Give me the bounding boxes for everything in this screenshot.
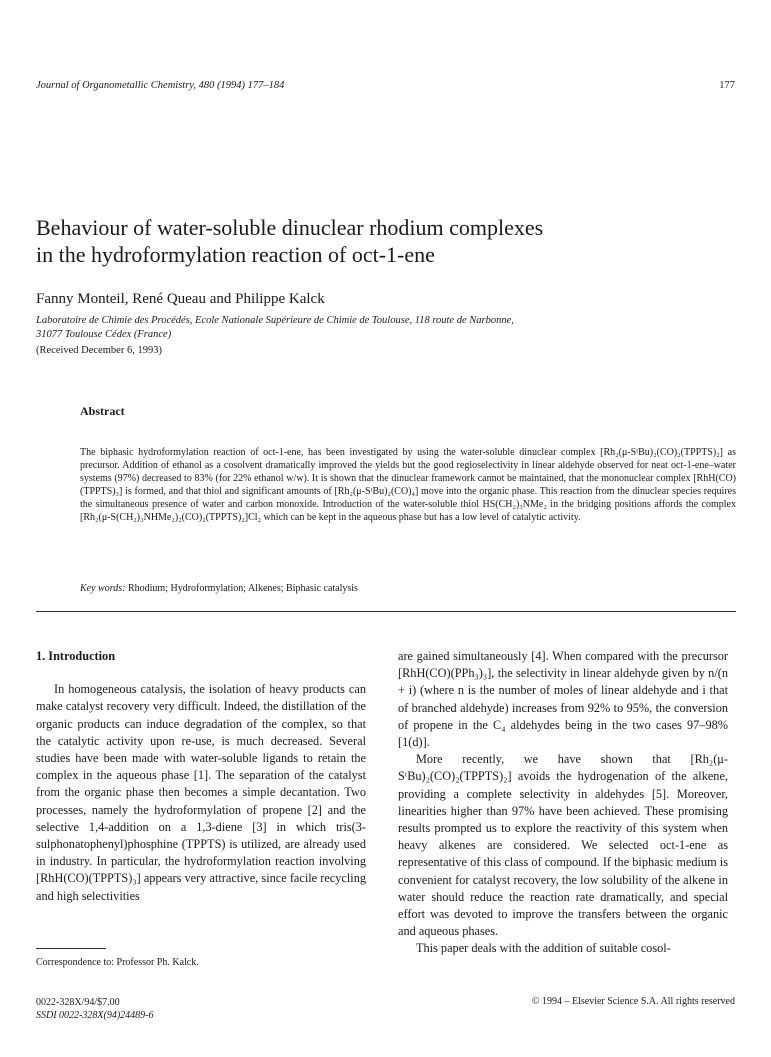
article-title: [36, 214, 736, 268]
affiliation: [36, 314, 736, 342]
intro-paragraph-3: More recently, we have shown that [Rh₂(μ-SᵗBu)₂(CO)₂(TPPTS)₂] avoids the hydrogenation of the alkene, providing a complete selectivity in aldehydes [5]. Moreover, linearities higher than 97% have been achieved. These promising results prompted us to explore the reactivity of this system when heavy alkenes are considered. We selected oct-1-ene as representative of this class of compound. If the biphasic medium is convenient for catalyst recovery, the low solubility of the alkene in water should reduce the reaction rate dramatically, and special effort was devoted to improve the transfers between the organic and aqueous phases.: [398, 752, 728, 939]
page-number: 177: [719, 80, 735, 91]
ssdi: SSDI 0022-328X(94)24489-6: [36, 1010, 154, 1021]
keywords-label: Key words:: [80, 583, 126, 594]
title-line-2: in the hydroformylation reaction of oct-1-ene: [36, 242, 435, 267]
intro-paragraph-1: In homogeneous catalysis, the isolation of heavy products can make catalyst recovery very difficult. Indeed, the distillation of the organic products can induce degradation of the complex, so that the catalytic activity upon re-use, is much decreased. Several studies have been made with water-soluble ligands to retain the complex in the aqueous phase [1]. The separation of the catalyst from the organic phase then becomes a simple decantation. Two processes, namely the hydroformylation of propene [2] and the selective 1,4-addition on a 1,3-diene [3] in which tris(3-sulphonatophenyl)phosphine (TPPTS) is utilized, are already used in industry. In particular, the hydroformylation reaction involving [RhH(CO)(TPPTS)₃] appears very attractive, since facile recycling and high selectivities: [36, 682, 366, 903]
issn-block: [36, 996, 153, 1022]
footnote-rule: [36, 948, 106, 949]
authors: Fanny Monteil, René Queau and Philippe Kalck: [36, 291, 325, 307]
keywords-list: Rhodium; Hydroformylation; Alkenes; Biphasic catalysis: [127, 583, 358, 594]
abstract-heading: Abstract: [80, 404, 125, 418]
received-date: (Received December 6, 1993): [36, 345, 162, 356]
title-line-1: Behaviour of water-soluble dinuclear rhodium complexes: [36, 215, 544, 240]
issn: 0022-328X/94/$7.00: [36, 997, 120, 1008]
left-column: [36, 648, 366, 905]
intro-paragraph-4: This paper deals with the addition of suitable cosol-: [416, 941, 671, 956]
abstract-text: The biphasic hydroformylation reaction of oct-1-ene, has been investigated by using the water-soluble dinuclear complex [Rh₂(μ-SᵗBu)₂(CO)₂(TPPTS)₂] as precursor. Addition of ethanol as a cosolvent dramatically improved the yields but the good regioselectivity in linear aldehyde observed for neat oct-1-ene–water systems (97%) decreased to 83% (for 22% ethanol w/w). It is shown that the dinuclear framework cannot be maintained, that the mononuclear complex [RhH(CO)(TPPTS)₃] is formed, and that thiol and significant amounts of [Rh₂(μ-SᵗBu)₂(CO)₄] move into the organic phase. This reaction from the dinuclear species requires the simultaneous presence of water and carbon monoxide. Introduction of the water-soluble thiol HS(CH₂)₃NMe₂ in the bridging positions affords the complex [Rh₂(μ-S(CH₂)₃NHMe₂)₂(CO)₂(TPPTS)₂]Cl₂ which can be kept in the aqueous phase but has a low level of catalytic activity.: [80, 447, 736, 524]
affiliation-line-1: Laboratoire de Chimie des Procédés, Ecole Nationale Supérieure de Chimie de Toulouse, 118 route de Narbonne,: [36, 315, 514, 326]
copyright: © 1994 – Elsevier Science S.A. All rights reserved: [531, 996, 735, 1007]
correspondence-footnote: Correspondence to: Professor Ph. Kalck.: [36, 957, 199, 968]
section-divider: [36, 611, 736, 612]
affiliation-line-2: 31077 Toulouse Cédex (France): [36, 329, 172, 340]
keywords: [80, 583, 358, 594]
journal-citation: Journal of Organometallic Chemistry, 480 (1994) 177–184: [36, 80, 285, 91]
intro-paragraph-2: are gained simultaneously [4]. When compared with the precursor [RhH(CO)(PPh₃)₃], the selectivity in linear aldehyde given by n/(n + i) (where n is the number of moles of linear aldehyde and i that of branched aldehyde) increases from 92% to 95%, the conversion of propene in the C₄ aldehydes being in the two cases 97–98% [1(d)].: [398, 649, 728, 750]
right-column: [398, 648, 728, 958]
section-heading: 1. Introduction: [36, 649, 116, 663]
